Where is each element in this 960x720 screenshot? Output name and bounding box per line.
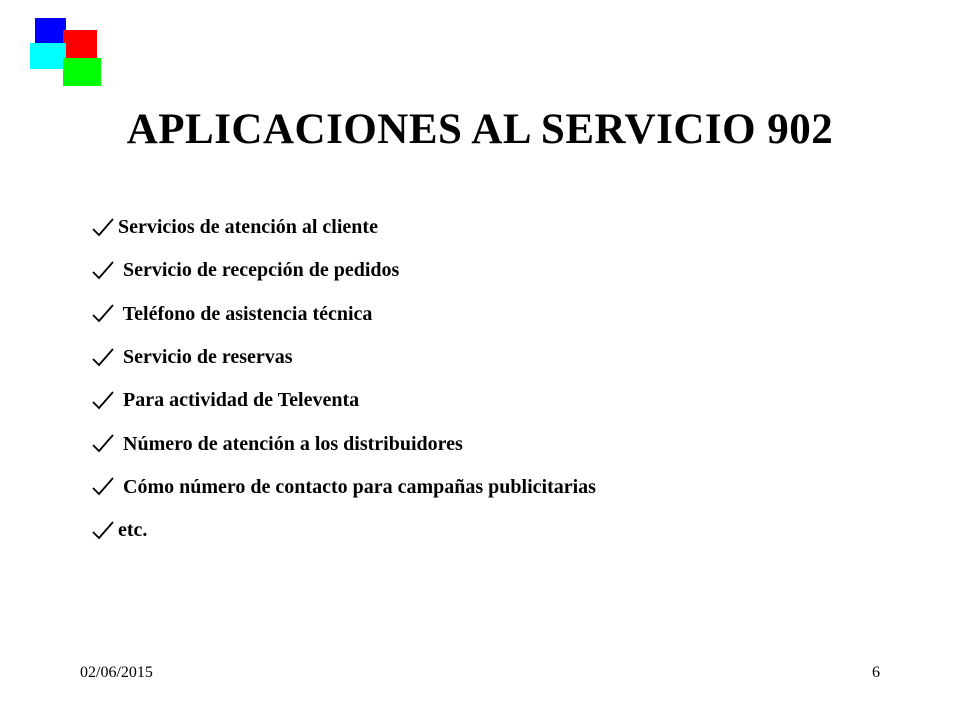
checkmark-icon xyxy=(88,302,118,326)
logo-green-square xyxy=(63,58,101,86)
checkmark-icon xyxy=(88,259,118,283)
list-item xyxy=(88,293,888,336)
list-item xyxy=(88,206,888,249)
slide-title: APLICACIONES AL SERVICIO 902 xyxy=(126,106,834,153)
list-item-text: Cómo número de contacto para campañas publicitarias xyxy=(118,475,596,498)
list-item-text: Servicios de atención al cliente xyxy=(118,216,378,239)
footer-date: 02/06/2015 xyxy=(80,664,153,681)
list-item-text: Para actividad de Televenta xyxy=(118,389,360,412)
checkmark-icon xyxy=(88,216,118,240)
checkmark-icon xyxy=(88,389,118,413)
checkmark-icon xyxy=(88,346,118,370)
logo-red-square xyxy=(63,30,97,60)
checkmark-icon xyxy=(88,475,118,499)
list-item xyxy=(88,249,888,292)
list-item xyxy=(88,509,888,552)
list-item xyxy=(88,336,888,379)
list-item xyxy=(88,466,888,509)
list-item-text: Número de atención a los distribuidores xyxy=(118,432,463,455)
list-item xyxy=(88,422,888,465)
checkmark-icon xyxy=(88,519,118,543)
colored-squares-logo xyxy=(0,0,110,90)
page-number: 6 xyxy=(872,664,880,681)
list-item-text: Servicio de recepción de pedidos xyxy=(118,259,400,282)
bullet-list xyxy=(88,206,888,552)
list-item-text: Teléfono de asistencia técnica xyxy=(118,302,373,325)
list-item xyxy=(88,379,888,422)
list-item-text: Servicio de reservas xyxy=(118,346,293,369)
logo-cyan-square xyxy=(30,43,66,69)
checkmark-icon xyxy=(88,432,118,456)
list-item-text: etc. xyxy=(118,519,148,542)
